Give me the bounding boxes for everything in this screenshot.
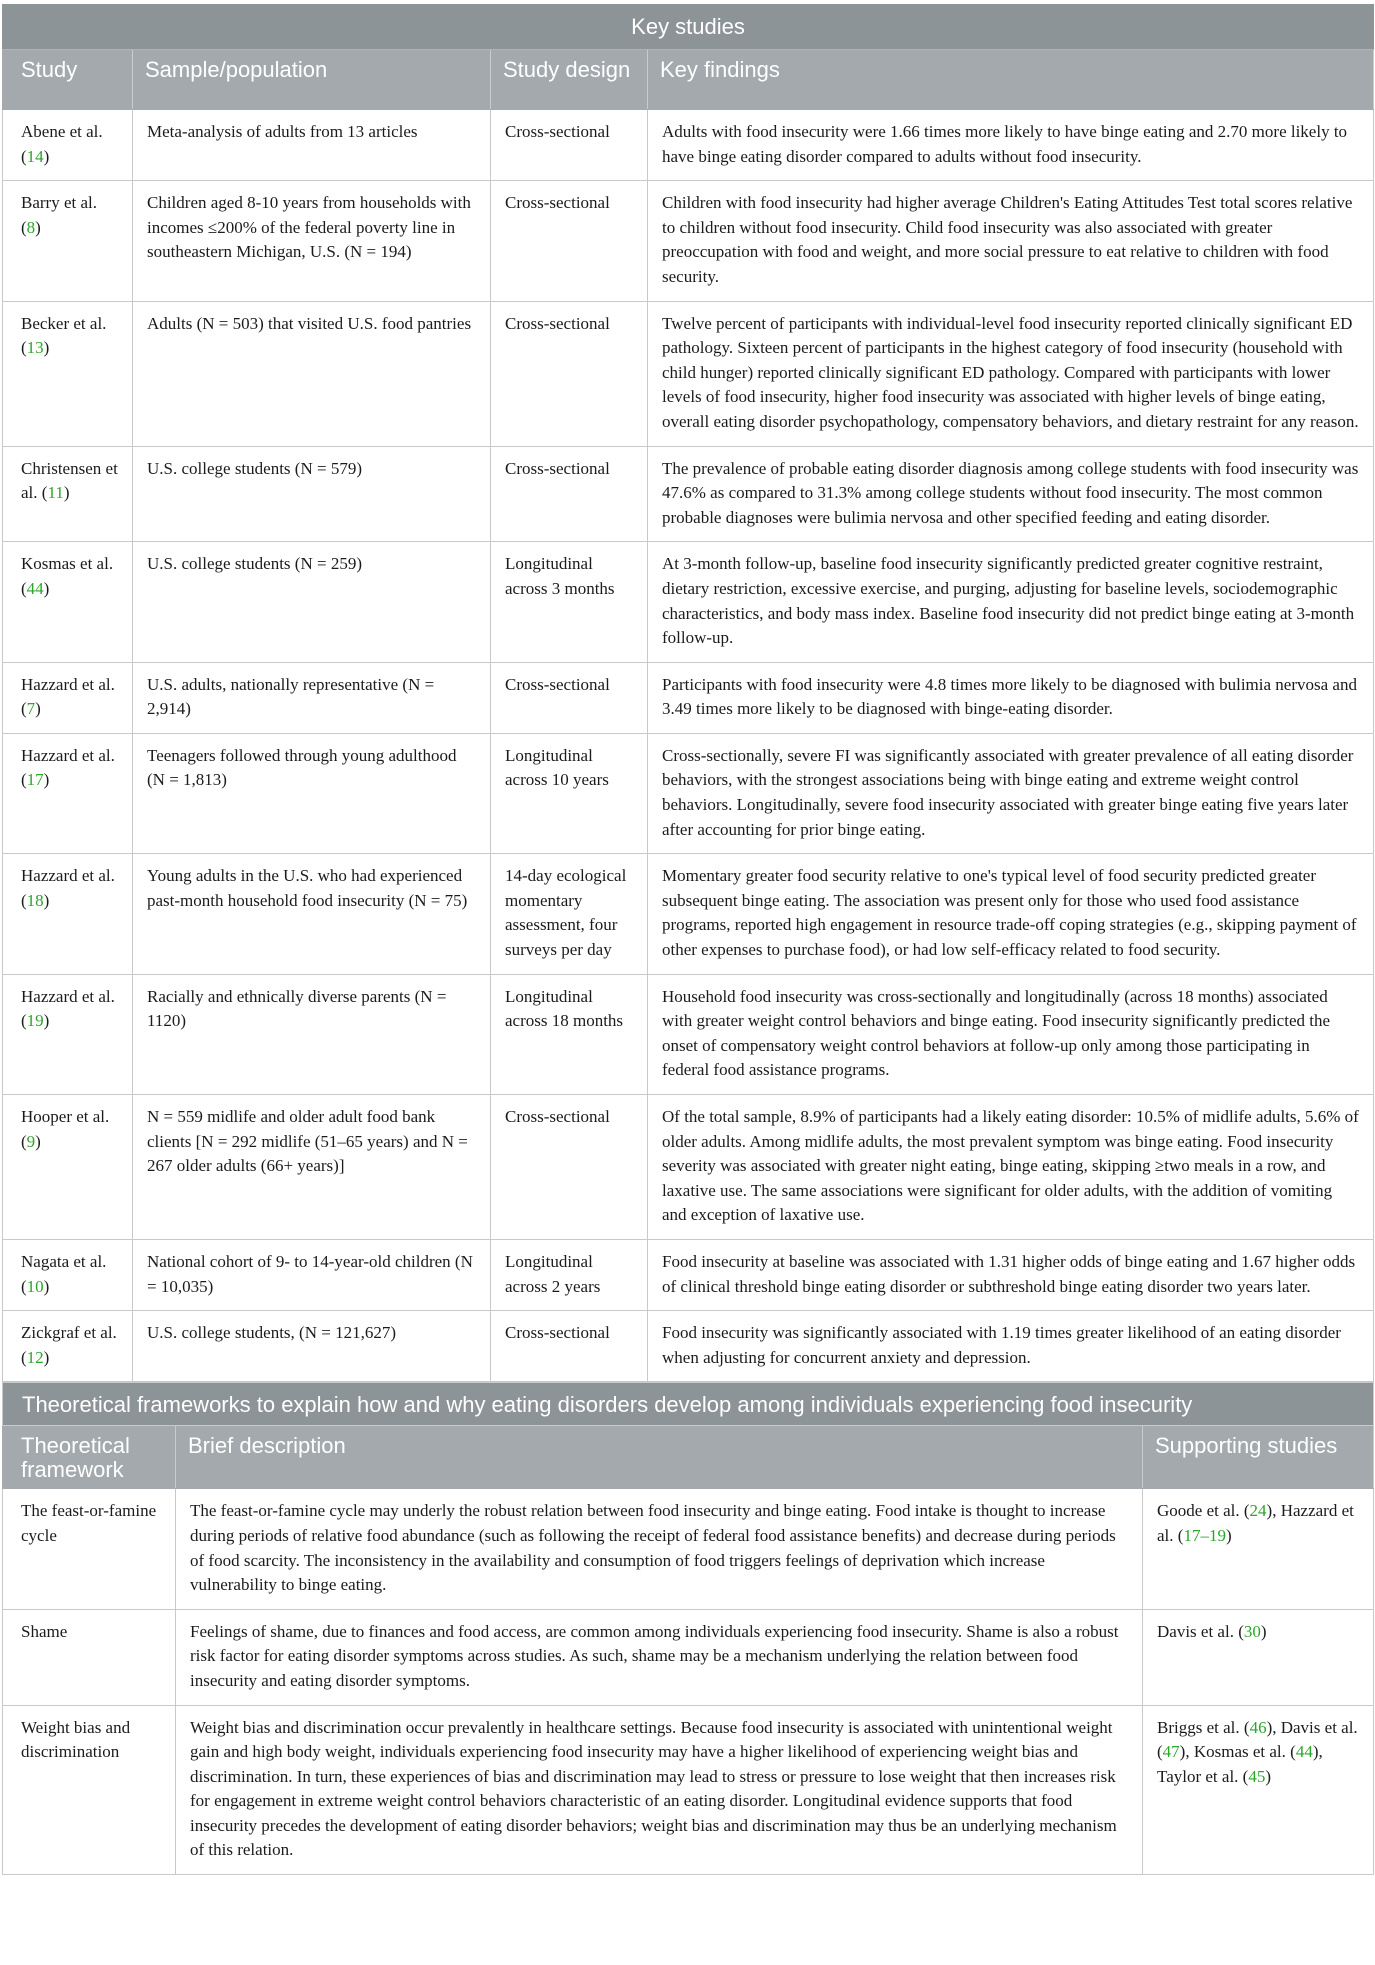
citation-link[interactable]: 46 — [1249, 1717, 1267, 1737]
findings-cell: Cross-sectionally, severe FI was significantly associated with greater prevalence of all eating disorder behaviors, with the strongest associations being with binge eating and extreme weight control behaviors. Longitudinally, severe food insecurity associated with greater binge eating five years later after accounting for prior binge eating. — [648, 733, 1374, 853]
table-row — [3, 733, 1374, 853]
citation-link[interactable]: 9 — [26, 1131, 36, 1151]
col-header-supporting: Supporting studies — [1143, 1426, 1374, 1489]
table-row — [3, 446, 1374, 542]
supporting-author: Briggs et al. — [1157, 1717, 1240, 1737]
design-cell: Longitudinal across 10 years — [491, 733, 648, 853]
table-row — [3, 1705, 1374, 1875]
citation-link[interactable]: 19 — [26, 1011, 44, 1031]
study-author: Becker et al. — [21, 313, 107, 333]
framework-cell: Weight bias and discrimination — [3, 1705, 176, 1875]
description-cell: The feast-or-famine cycle may underly the robust relation between food insecurity and binge eating. Food intake is thought to increase during periods of relative food abundance (such as following the receipt of federal food assistance benefits) and decrease during periods of food scarcity. The inconsistency in the availability and consumption of food triggers feelings of deprivation which increase vulnerability to binge eating. — [176, 1489, 1143, 1609]
study-cell: Nagata et al. (10) — [3, 1239, 133, 1310]
table-row — [3, 1239, 1374, 1310]
study-cell: Barry et al. (8) — [3, 181, 133, 301]
separator: , — [1185, 1742, 1190, 1762]
study-author: Kosmas et al. — [21, 554, 114, 574]
citation-link[interactable]: 11 — [47, 483, 64, 503]
citation-link[interactable]: 45 — [1248, 1766, 1266, 1786]
study-author: Abene et al. — [21, 122, 103, 141]
supporting-author: Kosmas et al. — [1193, 1742, 1286, 1762]
study-author: Hazzard et al. — [21, 674, 115, 694]
study-author: Nagata et al. — [21, 1251, 107, 1271]
study-author: Hooper et al. — [21, 1107, 110, 1126]
sample-cell: U.S. college students, (N = 121,627) — [133, 1311, 491, 1382]
citation-link[interactable]: 17–19 — [1183, 1525, 1226, 1545]
table-row — [3, 1095, 1374, 1240]
supporting-studies-cell: Goode et al. (24), Hazzard et al. (17–19) — [1143, 1489, 1374, 1609]
citation-link[interactable]: 47 — [1162, 1742, 1180, 1762]
findings-cell: The prevalence of probable eating disorder diagnosis among college students with food insecurity was 47.6% as compared to 31.3% among college students without food insecurity. The most common probable diagnoses were bulimia nervosa and other specified feeding and eating disorder. — [648, 446, 1374, 542]
sample-cell: U.S. adults, nationally representative (N = 2,914) — [133, 662, 491, 733]
table-row — [3, 301, 1374, 446]
findings-cell: Of the total sample, 8.9% of participants had a likely eating disorder: 10.5% of midlife adults, 5.6% of older adults. Among midlife adults, the most prevalent symptom was binge eating. Food insecurity severity was associated with greater night eating, binge eating, skipping ≥two meals in a row, and laxative use. The same associations were significant for older adults, with the addition of vomiting and exception of laxative use. — [648, 1095, 1374, 1240]
sample-cell: Teenagers followed through young adulthood (N = 1,813) — [133, 733, 491, 853]
findings-cell: Food insecurity was significantly associated with 1.19 times greater likelihood of an eating disorder when adjusting for concurrent anxiety and depression. — [648, 1311, 1374, 1382]
findings-cell: Twelve percent of participants with individual-level food insecurity reported clinically significant ED pathology. Sixteen percent of participants in the highest category of food insecurity (household with child hunger) reported clinically significant ED pathology. Compared with participants with lower levels of food insecurity, higher food insecurity was associated with higher levels of binge eating, overall eating disorder psychopathology, compensatory behaviors, and dietary restraint for any reason. — [648, 301, 1374, 446]
table-row — [3, 1609, 1374, 1705]
design-cell: Longitudinal across 3 months — [491, 542, 648, 662]
table-row — [3, 542, 1374, 662]
study-author: Hazzard et al. — [21, 866, 115, 886]
sample-cell: Meta-analysis of adults from 13 articles — [133, 110, 491, 181]
sample-cell: Young adults in the U.S. who had experienced past-month household food insecurity (N = 75) — [133, 854, 491, 974]
sample-cell: U.S. college students (N = 579) — [133, 446, 491, 542]
study-cell: Abene et al. (14) — [3, 110, 133, 181]
col-header-design: Study design — [491, 50, 648, 110]
findings-cell: Adults with food insecurity were 1.66 times more likely to have binge eating and 2.70 more likely to have binge eating disorder compared to adults without food insecurity. — [648, 110, 1374, 181]
design-cell: Longitudinal across 2 years — [491, 1239, 648, 1310]
study-cell: Kosmas et al. (44) — [3, 542, 133, 662]
table-row — [3, 1311, 1374, 1382]
design-cell: Cross-sectional — [491, 1311, 648, 1382]
separator: , — [1272, 1717, 1277, 1737]
framework-cell: Shame — [3, 1609, 176, 1705]
study-author: Hazzard et al. — [21, 745, 115, 765]
supporting-author: Taylor et al. — [1157, 1766, 1239, 1786]
supporting-author: Davis et al. — [1157, 1621, 1234, 1641]
design-cell: 14-day ecological momentary assessment, four surveys per day — [491, 854, 648, 974]
col-header-framework: Theoretical framework — [3, 1426, 176, 1489]
citation-link[interactable]: 8 — [26, 217, 36, 237]
framework-cell: The feast-or-famine cycle — [3, 1489, 176, 1609]
citation-link[interactable]: 44 — [26, 578, 44, 598]
supporting-author: Hazzard et al. — [1157, 1501, 1354, 1545]
study-cell: Hooper et al. (9) — [3, 1095, 133, 1240]
citation-link[interactable]: 13 — [26, 338, 44, 358]
sample-cell: U.S. college students (N = 259) — [133, 542, 491, 662]
sample-cell: N = 559 midlife and older adult food bank clients [N = 292 midlife (51–65 years) and N = 267 older adults (66+ years)] — [133, 1095, 491, 1240]
design-cell: Cross-sectional — [491, 662, 648, 733]
findings-cell: Momentary greater food security relative to one's typical level of food security predicted greater subsequent binge eating. The association was present only for those who used food assistance programs, reported high engagement in resource trade-off coping strategies (e.g., skipping payment of other expenses to purchase food), or had low self-efficacy related to food security. — [648, 854, 1374, 974]
citation-link[interactable]: 30 — [1243, 1621, 1261, 1641]
key-studies-table — [2, 4, 1374, 1382]
col-header-sample: Sample/population — [133, 50, 491, 110]
sample-cell: Children aged 8-10 years from households with incomes ≤200% of the federal poverty line in southeastern Michigan, U.S. (N = 194) — [133, 181, 491, 301]
separator: , — [1272, 1501, 1277, 1521]
table-row — [3, 1489, 1374, 1609]
sample-cell: Adults (N = 503) that visited U.S. food pantries — [133, 301, 491, 446]
table-row — [3, 181, 1374, 301]
citation-link[interactable]: 12 — [26, 1347, 44, 1367]
sample-cell: Racially and ethnically diverse parents (N = 1120) — [133, 974, 491, 1094]
supporting-studies-cell: Davis et al. (30) — [1143, 1609, 1374, 1705]
description-cell: Feelings of shame, due to finances and food access, are common among individuals experiencing food insecurity. Shame is also a robust risk factor for eating disorder symptoms across studies. As such, shame may be a mechanism underlying the relation between food insecurity and eating disorder symptoms. — [176, 1609, 1143, 1705]
frameworks-table — [2, 1382, 1374, 1875]
study-cell: Hazzard et al. (19) — [3, 974, 133, 1094]
design-cell: Cross-sectional — [491, 1095, 648, 1240]
table-row — [3, 854, 1374, 974]
findings-cell: Household food insecurity was cross-sectionally and longitudinally (across 18 months) associated with greater weight control behaviors and binge eating. Food insecurity significantly predicted the onset of compensatory weight control behaviors at follow-up only among those participating in federal food assistance programs. — [648, 974, 1374, 1094]
citation-link[interactable]: 7 — [26, 699, 36, 719]
findings-cell: Participants with food insecurity were 4.8 times more likely to be diagnosed with bulimia nervosa and 3.49 times more likely to be diagnosed with binge-eating disorder. — [648, 662, 1374, 733]
findings-cell: At 3-month follow-up, baseline food insecurity significantly predicted greater cognitive restraint, dietary restriction, excessive exercise, and purging, adjusting for baseline levels, sociodemographic characteristics, and body mass index. Baseline food insecurity did not predict binge eating at 3-month follow-up. — [648, 542, 1374, 662]
citation-link[interactable]: 24 — [1249, 1501, 1267, 1521]
citation-link[interactable]: 44 — [1295, 1742, 1313, 1762]
study-author: Hazzard et al. — [21, 986, 115, 1006]
study-cell: Christensen et al. (11) — [3, 446, 133, 542]
col-header-description: Brief description — [176, 1426, 1143, 1489]
findings-cell: Food insecurity at baseline was associated with 1.31 higher odds of binge eating and 1.67 higher odds of clinical threshold binge eating disorder or subthreshold binge eating disorder two years later. — [648, 1239, 1374, 1310]
citation-link[interactable]: 10 — [26, 1276, 44, 1296]
design-cell: Cross-sectional — [491, 301, 648, 446]
design-cell: Cross-sectional — [491, 110, 648, 181]
citation-link[interactable]: 18 — [26, 890, 44, 910]
supporting-studies-cell: Briggs et al. (46), Davis et al. (47), Kosmas et al. (44), Taylor et al. (45) — [1143, 1705, 1374, 1875]
table-row — [3, 110, 1374, 181]
study-cell: Hazzard et al. (7) — [3, 662, 133, 733]
design-cell: Longitudinal across 18 months — [491, 974, 648, 1094]
table-row — [3, 662, 1374, 733]
study-author: Zickgraf et al. — [21, 1323, 117, 1343]
citation-link[interactable]: 17 — [26, 770, 44, 790]
study-cell: Zickgraf et al. (12) — [3, 1311, 133, 1382]
design-cell: Cross-sectional — [491, 446, 648, 542]
design-cell: Cross-sectional — [491, 181, 648, 301]
frameworks-banner: Theoretical frameworks to explain how and why eating disorders develop among individuals experiencing food insecurity — [3, 1383, 1374, 1426]
supporting-author: Davis et al. — [1280, 1717, 1358, 1737]
description-cell: Weight bias and discrimination occur prevalently in healthcare settings. Because food insecurity is associated with unintentional weight gain and high body weight, individuals experiencing food insecurity may have a higher likelihood of experiencing weight bias and discrimination. In turn, these experiences of bias and discrimination may lead to stress or pressure to lose weight that then increases risk for engagement in extreme weight control behaviors characteristic of an eating disorder. Longitudinal evidence supports that food insecurity precedes the development of eating disorder behaviors; weight bias and discrimination may thus be an underlying mechanism of this relation. — [176, 1705, 1143, 1875]
key-studies-banner: Key studies — [3, 5, 1374, 50]
study-cell: Hazzard et al. (17) — [3, 733, 133, 853]
key-studies-body — [3, 110, 1374, 1382]
study-author: Barry et al. — [21, 193, 97, 213]
col-header-findings: Key findings — [648, 50, 1374, 110]
sample-cell: National cohort of 9- to 14-year-old children (N = 10,035) — [133, 1239, 491, 1310]
citation-link[interactable]: 14 — [26, 146, 44, 166]
study-cell: Hazzard et al. (18) — [3, 854, 133, 974]
study-cell: Becker et al. (13) — [3, 301, 133, 446]
separator: , — [1318, 1742, 1323, 1762]
col-header-study: Study — [3, 50, 133, 110]
frameworks-body — [3, 1489, 1374, 1875]
findings-cell: Children with food insecurity had higher average Children's Eating Attitudes Test total scores relative to children without food insecurity. Child food insecurity was also associated with greater preoccupation with food and weight, and more social pressure to eat relative to children with food security. — [648, 181, 1374, 301]
supporting-author: Goode et al. — [1157, 1501, 1240, 1521]
table-row — [3, 974, 1374, 1094]
study-author: Christensen et al. — [21, 458, 118, 503]
